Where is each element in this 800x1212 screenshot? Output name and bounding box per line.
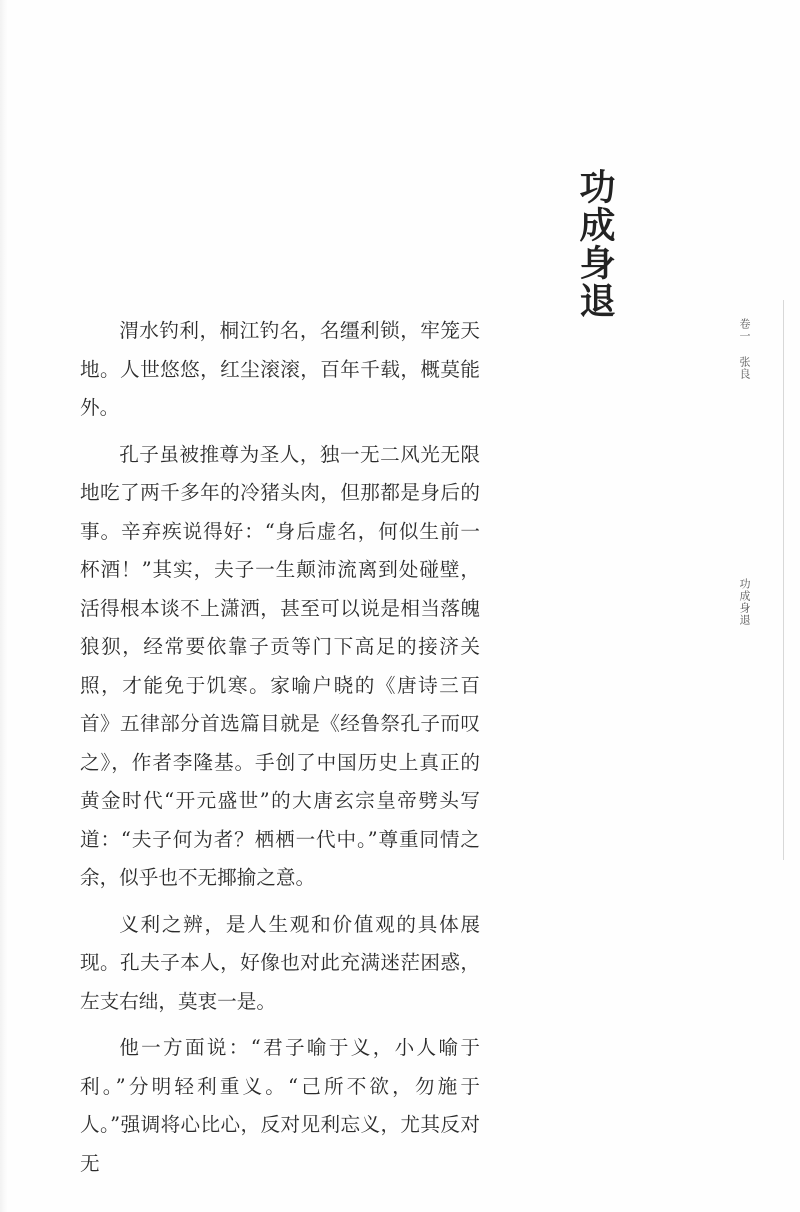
body-text — [80, 312, 480, 1191]
margin-person: 张良 — [738, 356, 751, 380]
paragraph: 孔子虽被推尊为圣人，独一无二风光无限地吃了两千多年的冷猪头肉，但那都是身后的事。辛弃疾说得好：“身后虚名，何似生前一杯酒！”其实，夫子一生颠沛流离到处碰壁，活得根本谈不上潇洒，甚至可以说是相当落魄狼狈，经常要依靠子贡等门下高足的接济关照，才能免于饥寒。家喻户晓的《唐诗三百首》五律部分首选篇目就是《经鲁祭孔子而叹之》，作者李隆基。手创了中国历史上真正的黄金时代“开元盛世”的大唐玄宗皇帝劈头写道：“夫子何为者？栖栖一代中。”尊重同情之余，似乎也不无揶揄之意。 — [80, 442, 480, 889]
page-edge-shadow — [0, 0, 8, 1212]
margin-volume: 卷一 — [738, 318, 751, 342]
paragraph: 义利之辨，是人生观和价值观的具体展现。孔夫子本人，好像也对此充满迷茫困惑，左支右绌，莫衷一是。 — [80, 912, 480, 1013]
chapter-title: 功成身退 — [574, 168, 616, 320]
margin-section: 功成身退 — [738, 578, 751, 626]
margin-rule — [783, 300, 784, 860]
paragraph: 渭水钓利，桐江钓名，名缰利锁，牢笼天地。人世悠悠，红尘滚滚，百年千载，概莫能外。 — [80, 319, 480, 419]
paragraph: 他一方面说：“君子喻于义，小人喻于利。”分明轻利重义。“己所不欲，勿施于人。”强调将心比心，反对见利忘义，尤其反对无 — [80, 1036, 480, 1175]
